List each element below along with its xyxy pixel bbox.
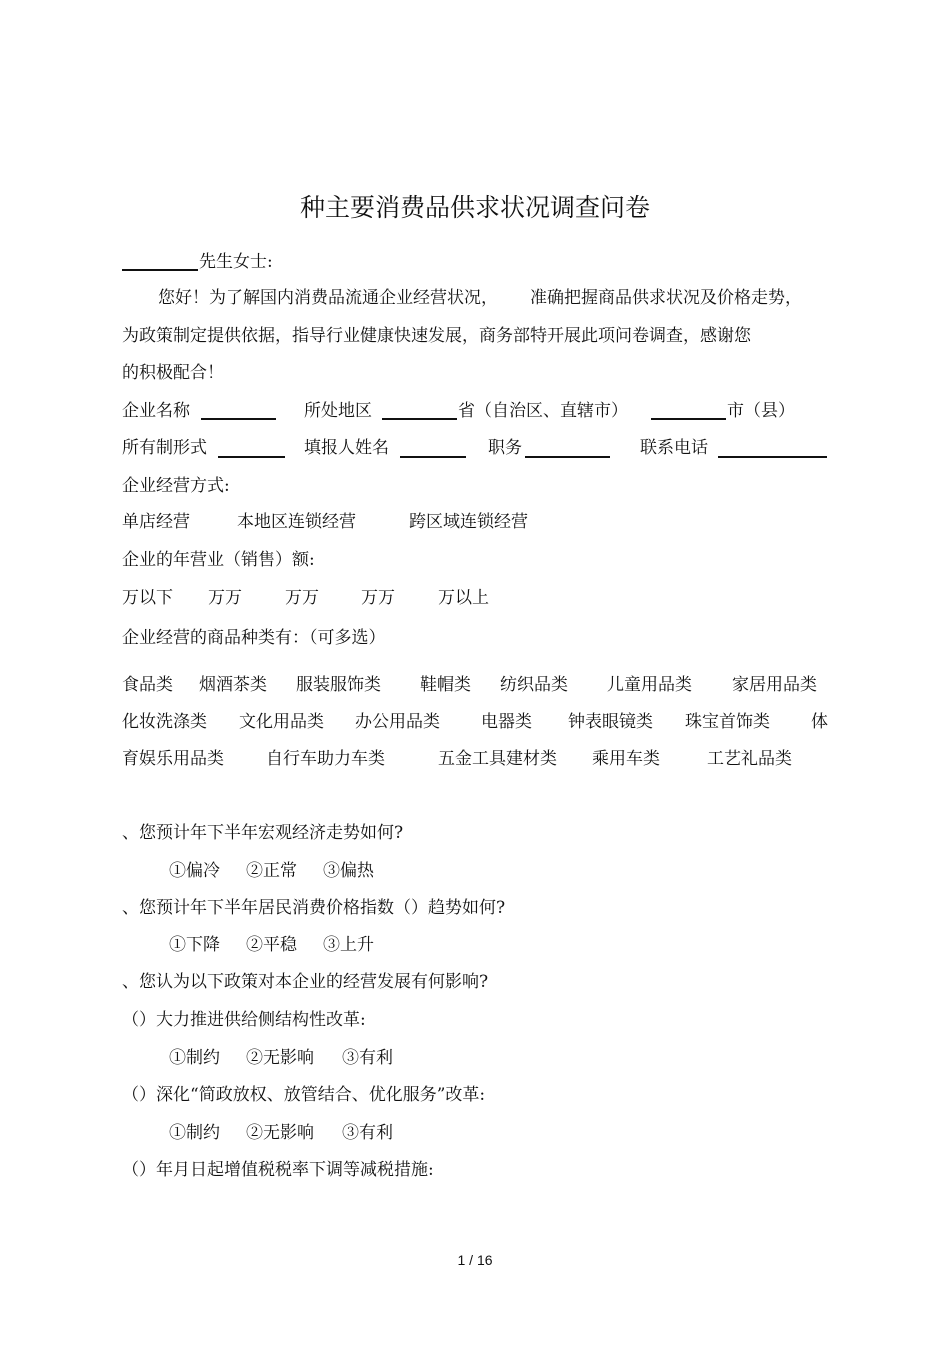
filler-name-label: 填报人姓名: [304, 438, 389, 458]
q3-sub-1-option[interactable]: ①制约: [169, 1048, 220, 1068]
q1-option[interactable]: ②正常: [246, 861, 297, 881]
city-label: 市（县）: [727, 401, 795, 421]
q3-sub-2-option[interactable]: ②无影响: [246, 1123, 314, 1143]
intro-line-1a: 您好！为了解国内消费品流通企业经营状况，: [158, 288, 498, 308]
intro-line-1b: 准确把握商品供求状况及价格走势，: [530, 288, 802, 308]
q2-option[interactable]: ②平稳: [246, 935, 297, 955]
document-title: 种主要消费品供求状况调查问卷: [299, 193, 650, 222]
q3-sub-2: （）深化“简政放权、放管结合、优化服务”改革:: [122, 1085, 486, 1105]
province-label: 省（自治区、直辖市）: [458, 401, 628, 421]
category-option[interactable]: 乘用车类: [592, 749, 660, 769]
annual-sales-option[interactable]: 万万: [208, 588, 242, 608]
category-option[interactable]: 烟酒茶类: [199, 675, 267, 695]
question-1: 、您预计年下半年宏观经济走势如何?: [122, 823, 404, 843]
ownership-blank[interactable]: [218, 456, 285, 458]
salutation-name-blank[interactable]: [122, 269, 198, 271]
category-option[interactable]: 电器类: [481, 712, 532, 732]
position-blank[interactable]: [525, 456, 610, 458]
category-option[interactable]: 鞋帽类: [420, 675, 471, 695]
category-option[interactable]: 食品类: [122, 675, 173, 695]
annual-sales-label: 企业的年营业（销售）额:: [122, 550, 315, 570]
annual-sales-option[interactable]: 万万: [361, 588, 395, 608]
intro-line-2: 为政策制定提供依据，指导行业健康快速发展，商务部特开展此项问卷调查，感谢您: [122, 326, 751, 346]
category-option[interactable]: 办公用品类: [355, 712, 440, 732]
category-option[interactable]: 纺织品类: [500, 675, 568, 695]
category-option[interactable]: 文化用品类: [239, 712, 324, 732]
category-option[interactable]: 育娱乐用品类: [122, 749, 224, 769]
categories-label: 企业经营的商品种类有：（可多选）: [122, 628, 386, 648]
position-label: 职务: [488, 438, 522, 458]
q3-sub-1: （）大力推进供给侧结构性改革:: [122, 1010, 366, 1030]
q3-sub-1-option[interactable]: ③有利: [342, 1048, 393, 1068]
intro-line-3: 的积极配合！: [122, 363, 224, 383]
category-option[interactable]: 服装服饰类: [296, 675, 381, 695]
business-mode-option[interactable]: 本地区连锁经营: [237, 512, 356, 532]
business-mode-label: 企业经营方式:: [122, 476, 230, 496]
annual-sales-option[interactable]: 万以上: [438, 588, 489, 608]
category-option[interactable]: 家居用品类: [732, 675, 817, 695]
category-option[interactable]: 化妆洗涤类: [122, 712, 207, 732]
company-name-blank[interactable]: [201, 418, 276, 420]
salutation: 先生女士:: [199, 252, 273, 272]
question-2: 、您预计年下半年居民消费价格指数（）趋势如何?: [122, 898, 506, 918]
business-mode-option[interactable]: 单店经营: [122, 512, 190, 532]
category-option[interactable]: 工艺礼品类: [707, 749, 792, 769]
annual-sales-option[interactable]: 万以下: [122, 588, 173, 608]
filler-name-blank[interactable]: [400, 456, 466, 458]
phone-label: 联系电话: [640, 438, 708, 458]
city-blank[interactable]: [651, 418, 726, 420]
question-3: 、您认为以下政策对本企业的经营发展有何影响?: [122, 972, 489, 992]
q1-option[interactable]: ①偏冷: [169, 861, 220, 881]
company-name-label: 企业名称: [122, 401, 190, 421]
ownership-label: 所有制形式: [122, 438, 207, 458]
page-number: 1 / 16: [457, 1252, 493, 1268]
business-mode-option[interactable]: 跨区域连锁经营: [409, 512, 528, 532]
category-option[interactable]: 体: [811, 712, 828, 732]
category-option[interactable]: 珠宝首饰类: [685, 712, 770, 732]
q3-sub-1-option[interactable]: ②无影响: [246, 1048, 314, 1068]
q1-option[interactable]: ③偏热: [323, 861, 374, 881]
province-blank[interactable]: [382, 418, 457, 420]
category-option[interactable]: 五金工具建材类: [438, 749, 557, 769]
region-label: 所处地区: [304, 401, 372, 421]
category-option[interactable]: 自行车助力车类: [266, 749, 385, 769]
q3-sub-2-option[interactable]: ①制约: [169, 1123, 220, 1143]
annual-sales-option[interactable]: 万万: [285, 588, 319, 608]
q2-option[interactable]: ①下降: [169, 935, 220, 955]
phone-blank[interactable]: [718, 456, 827, 458]
category-option[interactable]: 儿童用品类: [607, 675, 692, 695]
q3-sub-3: （）年月日起增值税税率下调等减税措施:: [122, 1160, 434, 1180]
category-option[interactable]: 钟表眼镜类: [568, 712, 653, 732]
q3-sub-2-option[interactable]: ③有利: [342, 1123, 393, 1143]
q2-option[interactable]: ③上升: [323, 935, 374, 955]
